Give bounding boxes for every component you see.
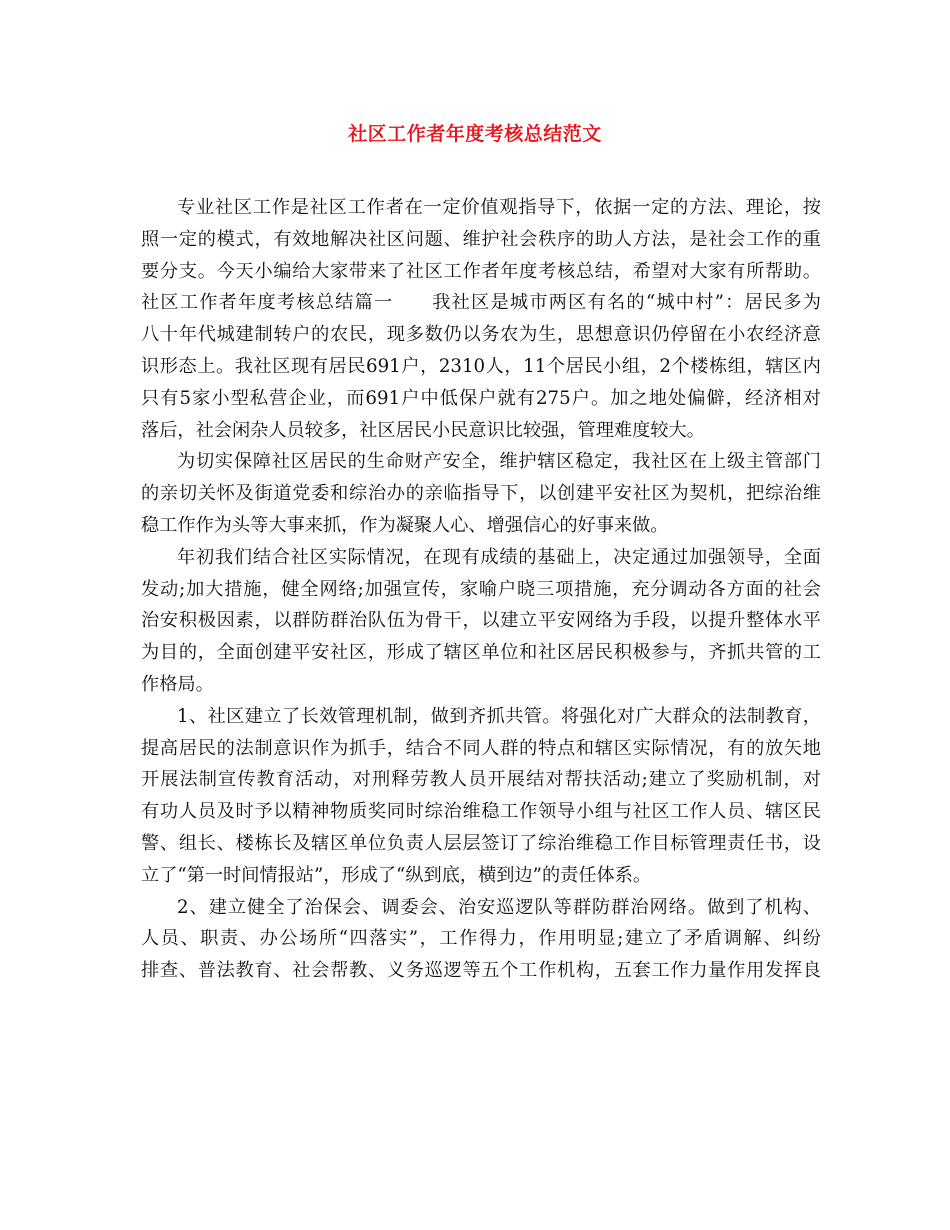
text-line: 2、建立健全了治保会、调委会、治安巡逻队等群防群治网络。做到了机构、 [177, 896, 821, 918]
text-line: 警、组长、楼栋长及辖区单位负责人层层签订了综治维稳工作目标管理责任书，设 [141, 832, 821, 854]
document-body [141, 192, 821, 987]
text-line: 落后，社会闲杂人员较多，社区居民小民意识比较强，管理难度较大。 [141, 419, 705, 441]
text-line: 为目的，全面创建平安社区，形成了辖区单位和社区居民积极参与，齐抓共管的工 [141, 642, 821, 664]
text-line: 排查、普法教育、社会帮教、义务巡逻等五个工作机构，五套工作力量作用发挥良 [141, 960, 821, 982]
text-line: 识形态上。我社区现有居民691户，2310人，11个居民小组，2个楼栋组，辖区内 [141, 355, 821, 377]
text-line: 年初我们结合社区实际情况，在现有成绩的基础上，决定通过加强领导，全面 [177, 546, 821, 568]
text-line: 发动;加大措施，健全网络;加强宣传，家喻户晓三项措施，充分调动各方面的社会 [141, 578, 821, 600]
text-line: 稳工作作为头等大事来抓，作为凝聚人心、增强信心的好事来做。 [141, 514, 669, 536]
text-line: 社区工作者年度考核总结篇一 我社区是城市两区有名的“城中村”：居民多为 [141, 292, 821, 314]
text-line: 要分支。今天小编给大家带来了社区工作者年度考核总结，希望对大家有所帮助。 [141, 260, 821, 282]
text-line: 人员、职责、办公场所“四落实”，工作得力，作用明显;建立了矛盾调解、纠纷 [141, 928, 821, 950]
text-line: 专业社区工作是社区工作者在一定价值观指导下，依据一定的方法、理论，按 [177, 197, 821, 218]
text-line: 开展法制宣传教育活动，对刑释劳教人员开展结对帮扶活动;建立了奖励机制，对 [141, 769, 821, 791]
text-line: 治安积极因素，以群防群治队伍为骨干，以建立平安网络为手段，以提升整体水平 [141, 610, 821, 632]
text-line: 照一定的模式，有效地解决社区问题、维护社会秩序的助人方法，是社会工作的重 [141, 228, 821, 250]
text-line: 1、社区建立了长效管理机制，做到齐抓共管。将强化对广大群众的法制教育， [177, 705, 821, 727]
document-title: 社区工作者年度考核总结范文 [348, 123, 602, 145]
text-line: 作格局。 [141, 673, 214, 695]
text-line: 的亲切关怀及街道党委和综治办的亲临指导下，以创建平安社区为契机，把综治维 [141, 483, 821, 505]
text-line: 有功人员及时予以精神物质奖同时综治维稳工作领导小组与社区工作人员、辖区民 [141, 801, 821, 823]
text-line: 为切实保障社区居民的生命财产安全，维护辖区稳定，我社区在上级主管部门 [177, 451, 821, 473]
text-line: 八十年代城建制转户的农民，现多数仍以务农为生，思想意识仍停留在小农经济意 [141, 324, 821, 346]
text-line: 提高居民的法制意识作为抓手，结合不同人群的特点和辖区实际情况，有的放矢地 [141, 737, 821, 759]
text-line: 立了“第一时间情报站”，形成了“纵到底，横到边”的责任体系。 [141, 864, 652, 886]
text-line: 只有5家小型私营企业，而691户中低保户就有275户。加之地处偏僻，经济相对 [141, 387, 821, 409]
